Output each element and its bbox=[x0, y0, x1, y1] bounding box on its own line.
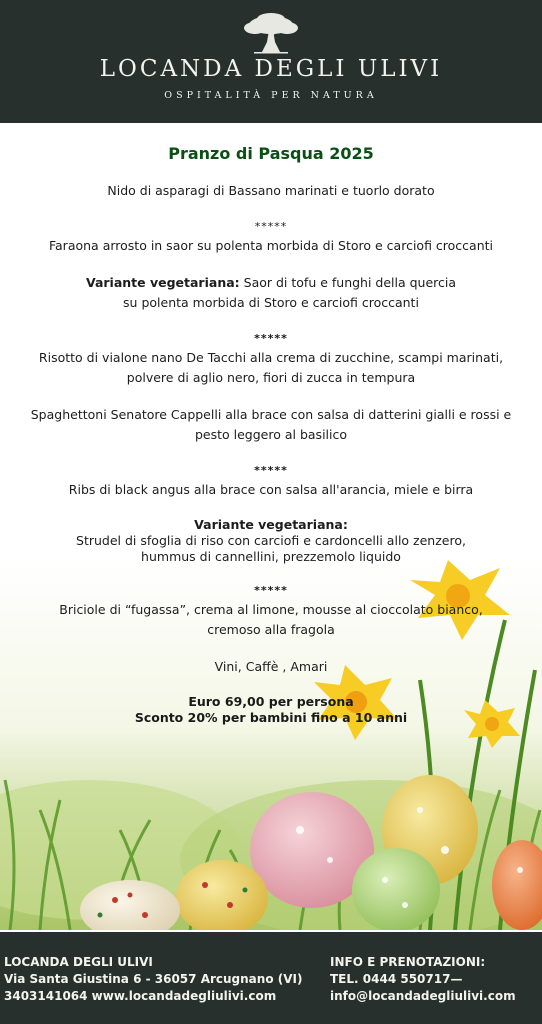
footer-email: info@locandadegliulivi.com bbox=[330, 989, 516, 1003]
footer-banner bbox=[0, 932, 542, 1024]
header-banner bbox=[0, 0, 542, 123]
dessert-line2: cremoso alla fragola bbox=[207, 622, 335, 637]
course-risotto-line2: polvere di aglio nero, fiori di zucca in tempura bbox=[126, 370, 416, 385]
vegetarian-strudel-line2: hummus di cannellini, prezzemolo liquido bbox=[141, 549, 401, 564]
dessert-line1: Briciole di “fugassa”, crema al limone, mousse al cioccolato bianco, bbox=[59, 602, 483, 617]
menu-card bbox=[0, 144, 542, 726]
footer-address: Via Santa Giustina 6 - 36057 Arcugnano (VI) bbox=[4, 972, 303, 986]
vegetarian-label: Variante vegetariana: bbox=[85, 275, 240, 290]
vegetarian-dish: Saor di tofu e funghi della quercia bbox=[239, 275, 457, 290]
course-spaghettoni-line2: pesto leggero al basilico bbox=[194, 427, 348, 442]
brand-name: LOCANDA DEGLI ULIVI bbox=[99, 56, 443, 82]
vegetarian-dish-line2: su polenta morbida di Storo e carciofi croccanti bbox=[123, 295, 419, 310]
brand-tagline: OSPITALITÀ PER NATURA bbox=[164, 90, 378, 101]
course-ribs: Ribs di black angus alla brace con salsa all'arancia, miele e birra bbox=[68, 482, 474, 497]
footer-address-block bbox=[4, 954, 302, 1005]
course-faraona: Faraona arrosto in saor su polenta morbida di Storo e carciofi croccanti bbox=[48, 238, 494, 253]
vegetarian-strudel-line1: Strudel di sfoglia di riso con carciofi e cardoncelli allo zenzero, bbox=[76, 533, 466, 548]
footer-contact-block bbox=[330, 954, 516, 1005]
footer-name: LOCANDA DEGLI ULIVI bbox=[4, 955, 153, 969]
course-risotto-line1: Risotto di vialone nano De Tacchi alla crema di zucchine, scampi marinati, bbox=[38, 350, 504, 365]
drinks: Vini, Caffè , Amari bbox=[214, 659, 328, 674]
course-separator: ***** bbox=[254, 584, 288, 597]
menu-title: Pranzo di Pasqua 2025 bbox=[168, 144, 374, 163]
children-discount: Sconto 20% per bambini fino a 10 anni bbox=[134, 710, 408, 725]
course-antipasto: Nido di asparagi di Bassano marinati e tuorlo dorato bbox=[107, 183, 435, 198]
footer-phone-website: 3403141064 www.locandadegliulivi.com bbox=[4, 989, 277, 1003]
course-spaghettoni-line1: Spaghettoni Senatore Cappelli alla brace con salsa di datterini gialli e rossi e bbox=[30, 407, 512, 422]
olive-tree-icon bbox=[240, 12, 302, 56]
vegetarian-label-2: Variante vegetariana: bbox=[194, 517, 348, 532]
course-separator: ***** bbox=[254, 332, 288, 345]
course-separator: ***** bbox=[254, 220, 288, 233]
vegetarian-variant-1 bbox=[0, 273, 542, 293]
price-per-person: Euro 69,00 per persona bbox=[188, 694, 354, 709]
footer-info-label: INFO E PRENOTAZIONI: bbox=[330, 955, 486, 969]
course-separator: ***** bbox=[254, 464, 288, 477]
footer-telephone: TEL. 0444 550717— bbox=[330, 972, 463, 986]
